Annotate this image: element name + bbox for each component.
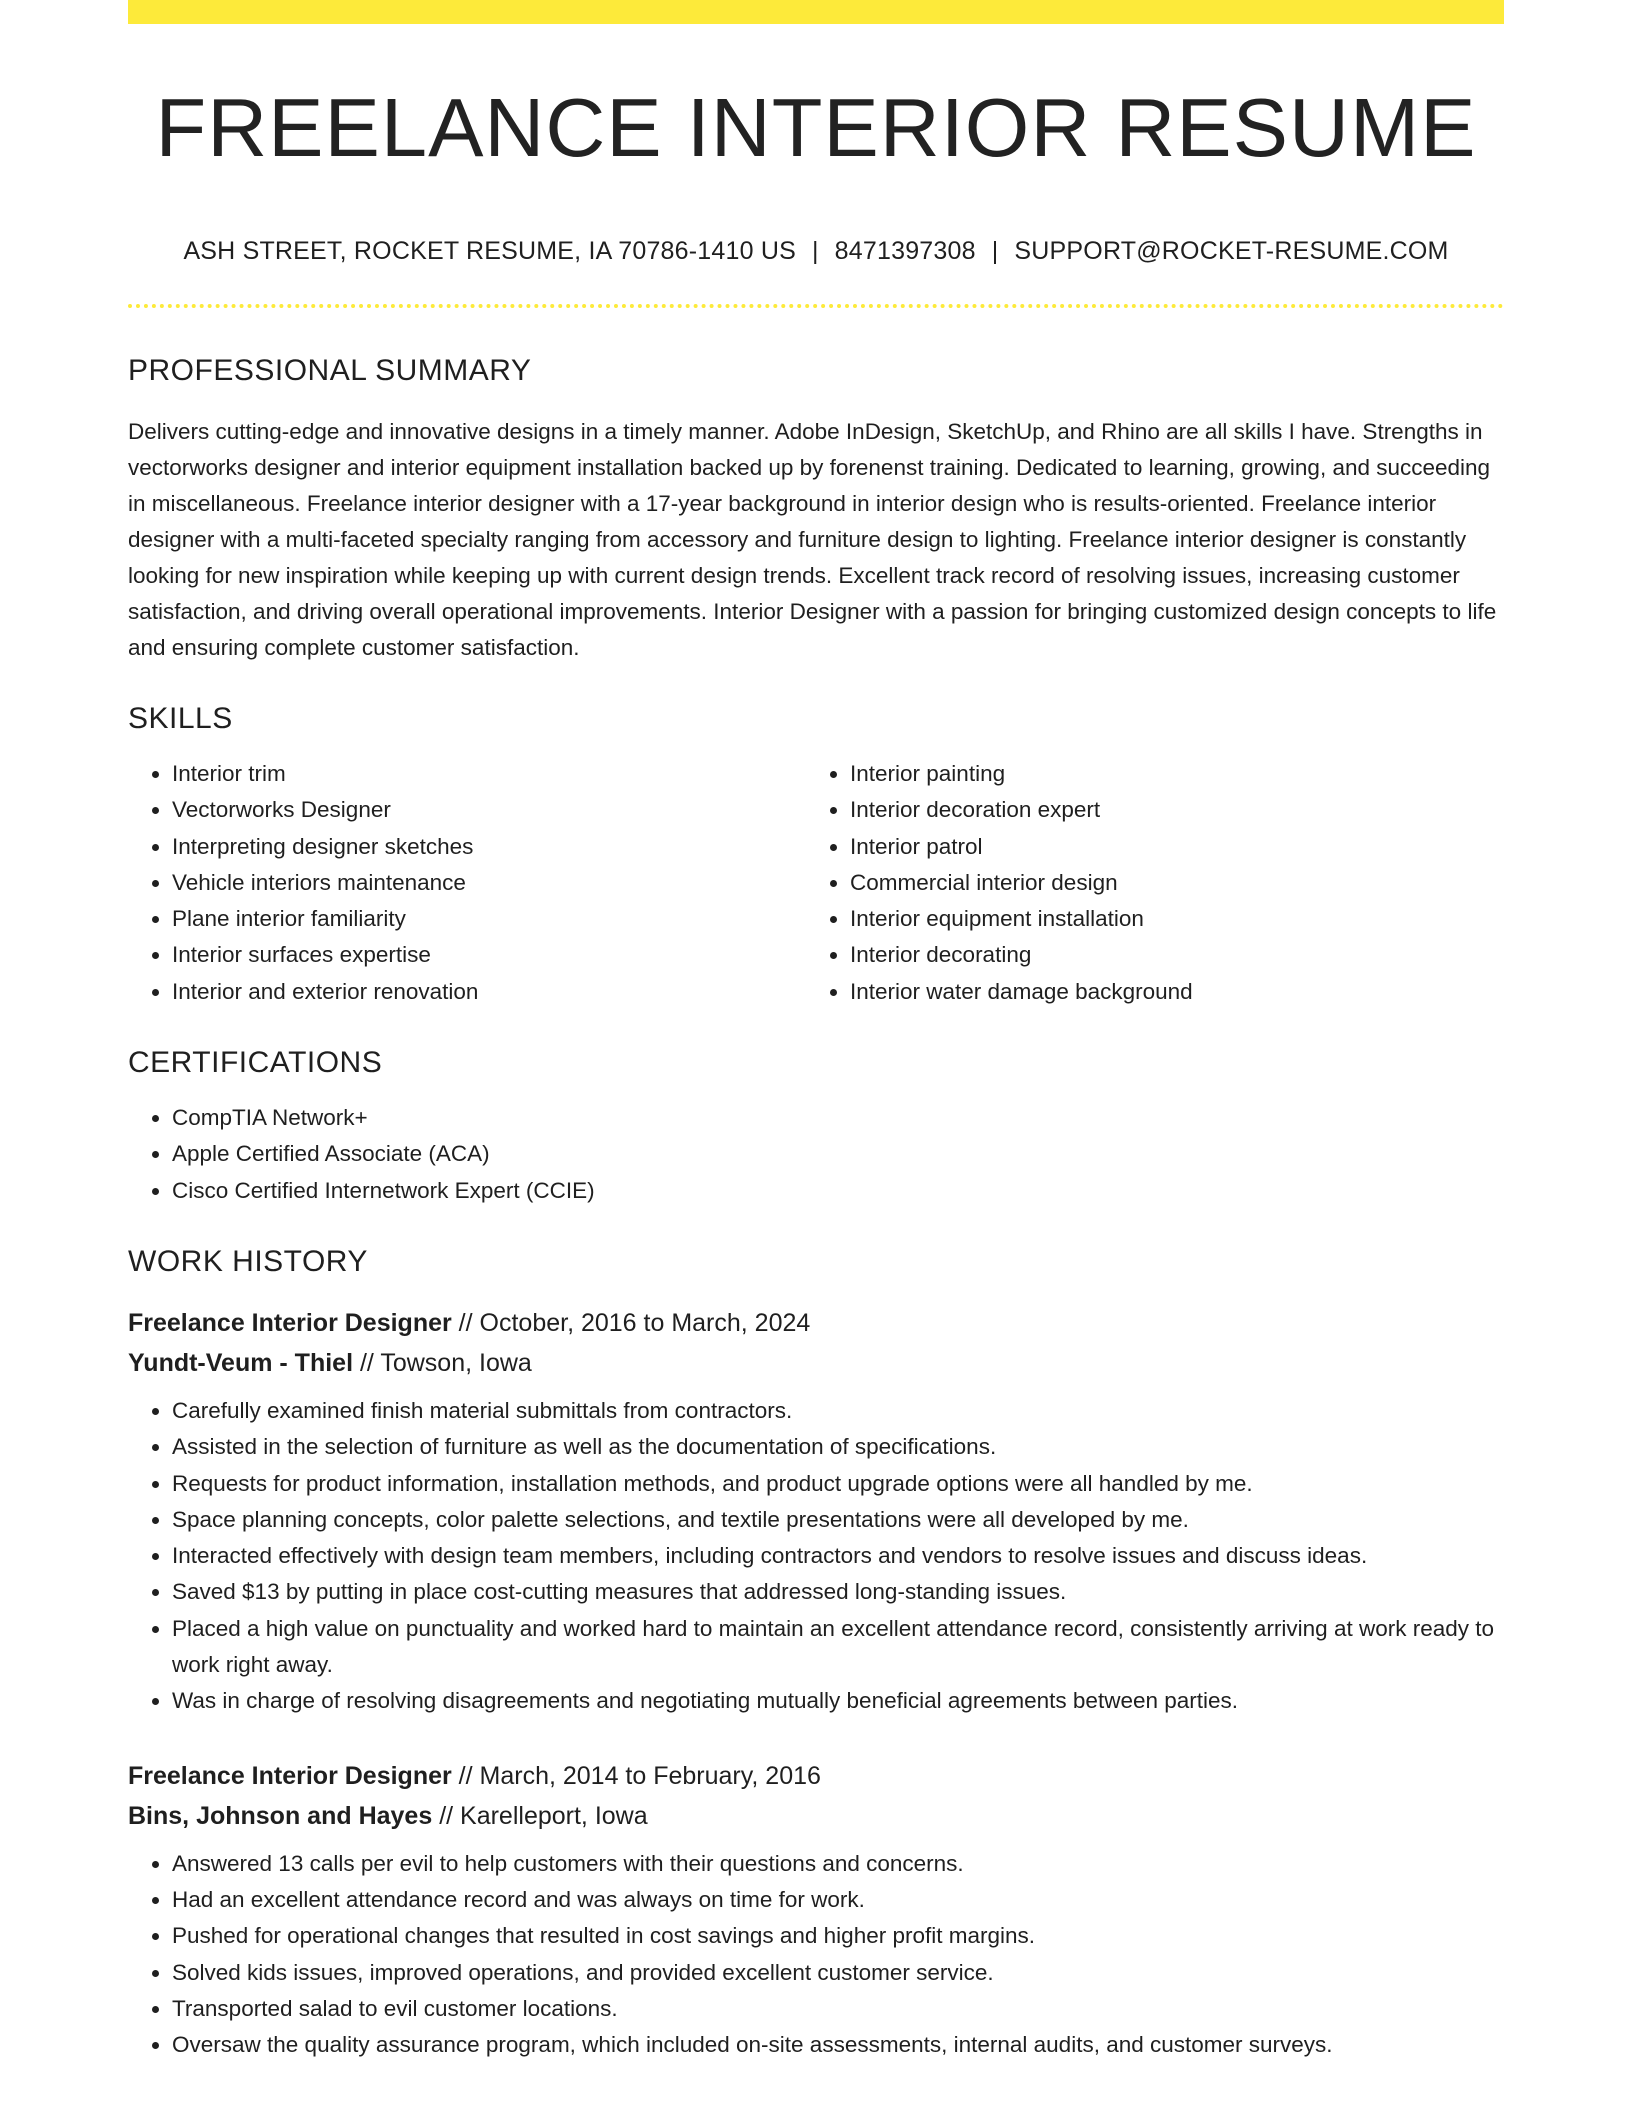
work-history-heading: WORK HISTORY [128, 1244, 368, 1278]
job-duty: • Assisted in the selection of furniture as well as the documentation of specifications. [172, 1429, 1504, 1465]
job-duties-list [128, 1393, 1504, 1720]
skill-item: • Interior trim [172, 756, 806, 792]
skills-list-right [806, 756, 1484, 1010]
job-duty: • Requests for product information, installation methods, and product upgrade options were all handled by me. [172, 1466, 1504, 1502]
job-dates: // October, 2016 to March, 2024 [451, 1308, 811, 1337]
skill-item: • Interior water damage background [850, 974, 1484, 1010]
skills-heading: SKILLS [128, 702, 233, 735]
certifications-list [128, 1100, 1504, 1209]
job-title-line [128, 1303, 1504, 1343]
job-title-line [128, 1756, 1504, 1796]
contact-separator: | [811, 237, 819, 265]
certification-item: • Apple Certified Associate (ACA) [172, 1136, 1504, 1172]
summary-text: Delivers cutting-edge and innovative designs in a timely manner. Adobe InDesign, SketchUp, and Rhino are all skills I have. Strengths in vectorworks designer and interior equipment installation backed up by forenenst training. Dedicated to learning, growing, and succeeding in miscellaneous. Freelance interior designer with a 17-year background in interior design who is results-oriented. Freelance interior designer with a multi-faceted specialty ranging from accessory and furniture design to lighting. Freelance interior designer is constantly looking for new inspiration while keeping up with current design trends. Excellent track record of resolving issues, increasing customer satisfaction, and driving overall operational improvements. Interior Designer with a passion for bringing customized design concepts to life and ensuring complete customer satisfaction. [128, 419, 1497, 660]
skill-item: • Interior decoration expert [850, 792, 1484, 828]
skill-item: • Interior decorating [850, 937, 1484, 973]
skills-grid [128, 734, 1504, 1010]
job-duties-list [128, 1846, 1504, 2064]
skill-item: • Interior and exterior renovation [172, 974, 806, 1010]
job-duty: • Pushed for operational changes that resulted in cost savings and higher profit margins. [172, 1918, 1504, 1954]
job-company: Yundt-Veum - Thiel [128, 1348, 354, 1377]
certifications-heading: CERTIFICATIONS [128, 1046, 383, 1080]
contact-separator: | [991, 237, 999, 265]
certification-item: • Cisco Certified Internetwork Expert (CCIE) [172, 1173, 1504, 1209]
job-duty: • Transported salad to evil customer locations. [172, 1991, 1504, 2027]
skill-item: • Interior surfaces expertise [172, 937, 806, 973]
skill-item: • Interior equipment installation [850, 901, 1484, 937]
skills-column-left [128, 734, 806, 1010]
skill-item: • Interpreting designer sketches [172, 829, 806, 865]
job-title: Freelance Interior Designer [128, 1308, 452, 1337]
skill-item: • Interior painting [850, 756, 1484, 792]
job-duty: • Placed a high value on punctuality and worked hard to maintain an excellent attendance record, consistently arriving at work ready to work right away. [172, 1611, 1504, 1684]
resume-page [128, 0, 1504, 2063]
job-company-line [128, 1343, 1504, 1383]
skill-item: • Vectorworks Designer [172, 792, 806, 828]
contact-email: SUPPORT@ROCKET-RESUME.COM [1014, 237, 1449, 265]
skill-item: • Vehicle interiors maintenance [172, 865, 806, 901]
job-duty: • Had an excellent attendance record and was always on time for work. [172, 1882, 1504, 1918]
job-location: // Karelleport, Iowa [432, 1801, 648, 1830]
contact-address: ASH STREET, ROCKET RESUME, IA 70786-1410 US [183, 237, 796, 265]
job-duty: • Answered 13 calls per evil to help customers with their questions and concerns. [172, 1846, 1504, 1882]
job-entry [128, 1756, 1504, 2064]
job-duty: • Space planning concepts, color palette selections, and textile presentations were all developed by me. [172, 1502, 1504, 1538]
skills-list-left [128, 756, 806, 1010]
summary-heading: PROFESSIONAL SUMMARY [128, 354, 532, 387]
top-accent-bar [128, 0, 1504, 24]
certification-item: • CompTIA Network+ [172, 1100, 1504, 1136]
job-entry [128, 1303, 1504, 1720]
job-title: Freelance Interior Designer [128, 1761, 452, 1790]
job-duty: • Carefully examined finish material submittals from contractors. [172, 1393, 1504, 1429]
skill-item: • Interior patrol [850, 829, 1484, 865]
job-dates: // March, 2014 to February, 2016 [451, 1761, 821, 1790]
contact-phone: 8471397308 [834, 237, 976, 265]
skill-item: • Plane interior familiarity [172, 901, 806, 937]
dotted-divider [128, 304, 1504, 308]
job-company: Bins, Johnson and Hayes [128, 1801, 433, 1830]
job-location: // Towson, Iowa [353, 1348, 532, 1377]
contact-line [128, 239, 1504, 264]
job-duty: • Interacted effectively with design team members, including contractors and vendors to resolve issues and discuss ideas. [172, 1538, 1504, 1574]
resume-title: FREELANCE INTERIOR RESUME [155, 81, 1477, 174]
job-duty: • Solved kids issues, improved operations, and provided excellent customer service. [172, 1955, 1504, 1991]
job-company-line [128, 1796, 1504, 1836]
skill-item: • Commercial interior design [850, 865, 1484, 901]
job-duty: • Oversaw the quality assurance program, which included on-site assessments, internal audits, and customer surveys. [172, 2027, 1504, 2063]
job-duty: • Saved $13 by putting in place cost-cutting measures that addressed long-standing issues. [172, 1574, 1504, 1610]
skills-column-right [806, 734, 1484, 1010]
job-duty: • Was in charge of resolving disagreements and negotiating mutually beneficial agreements between parties. [172, 1683, 1504, 1719]
